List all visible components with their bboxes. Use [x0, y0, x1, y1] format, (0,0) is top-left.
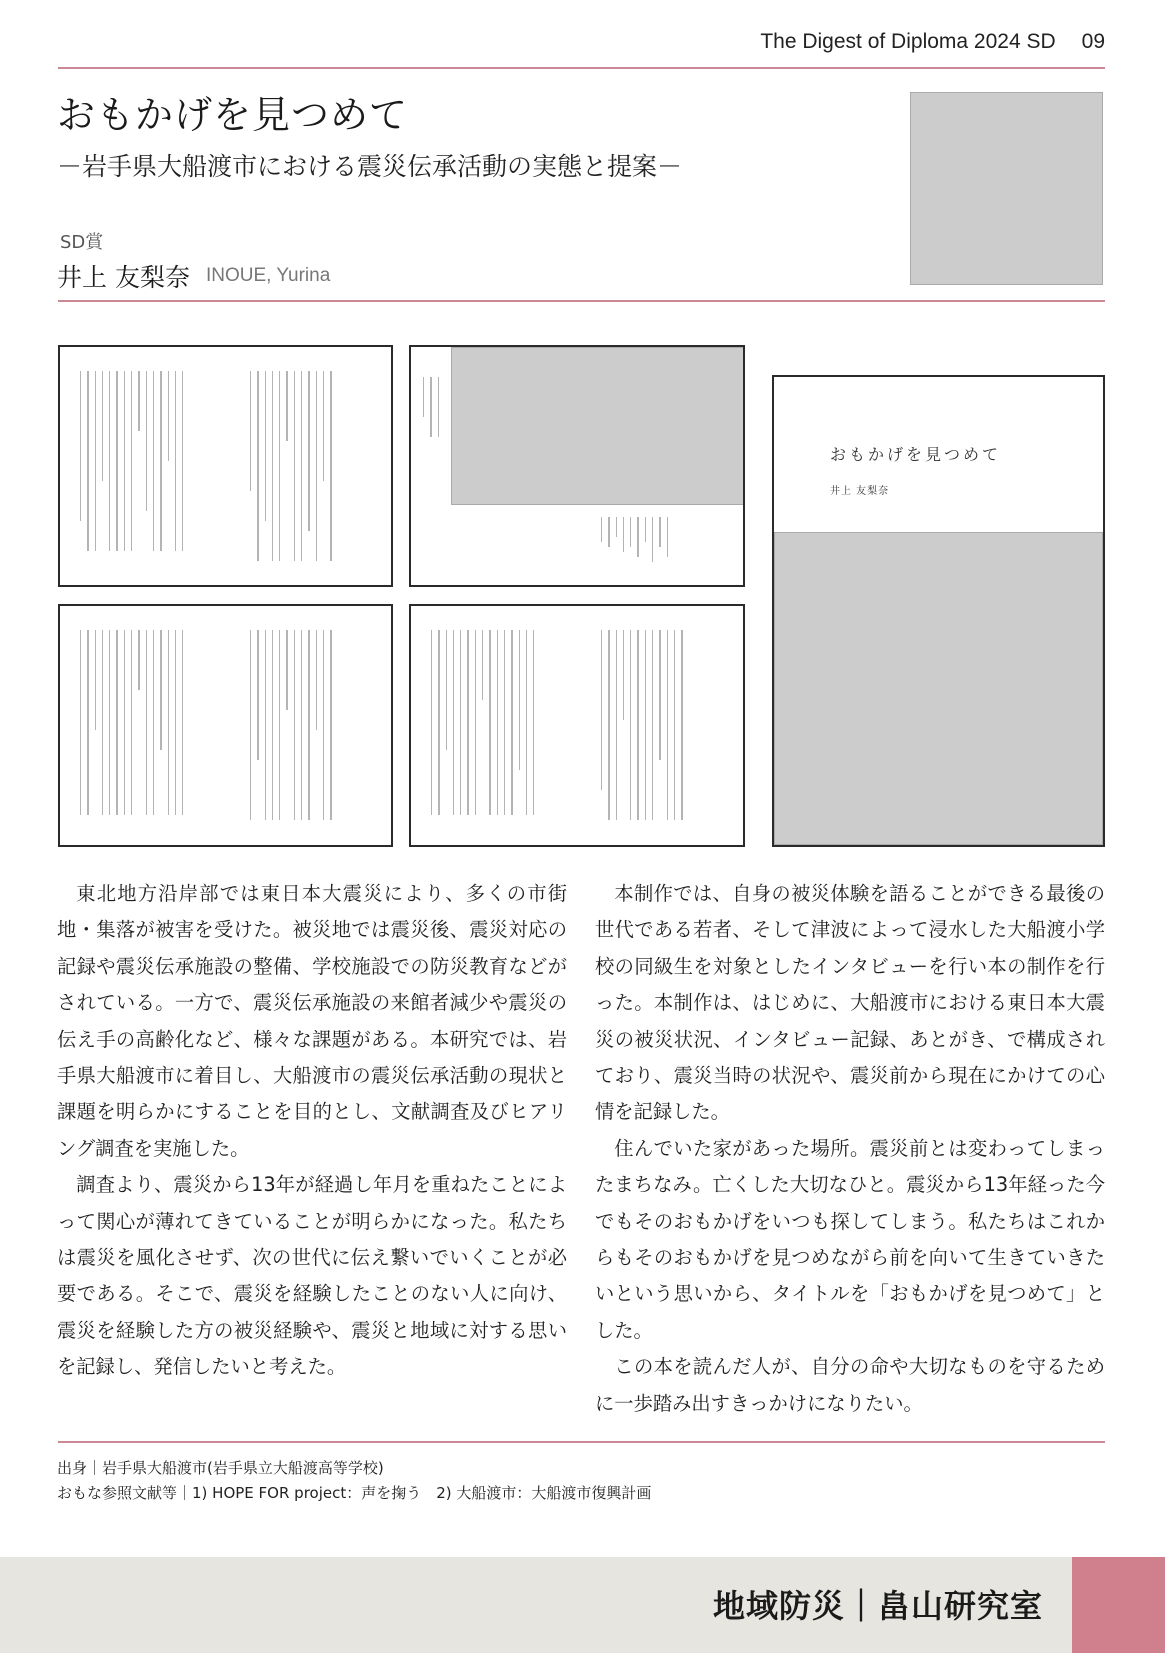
book-spread-2 — [58, 604, 393, 847]
book-spread-1 — [58, 345, 393, 587]
body-paragraph: この本を読んだ人が、自分の命や大切なものを守るために一歩踏み出すきっかけになりたい。 — [595, 1355, 1105, 1415]
references-note: おもな参照文献等｜1) HOPE FOR project：声を掬う 2) 大船渡市：大船渡市復興計画 — [57, 1484, 652, 1502]
publication-title: The Digest of Diploma 2024 SD — [760, 30, 1056, 53]
footer-accent-block — [1072, 1557, 1165, 1653]
notes-rule — [58, 1441, 1105, 1443]
dusk-photo-placeholder — [774, 532, 1103, 845]
vertical-text-lines — [601, 517, 668, 562]
lab-label: 地域防災｜畠山研究室 — [712, 1587, 1043, 1625]
author-portrait — [910, 92, 1103, 285]
body-paragraph: 住んでいた家があった場所。震災前とは変わってしまったまちなみ。亡くした大切なひと。震災から13年経った今でもそのおもかげをいつも探してしまう。私たちはこれからもそのおもかげを見つめながら前を向いて生きていきたいという思いから、タイトルを「おもかげを見つめて」とした。 — [595, 1136, 1105, 1342]
book-cover — [772, 375, 1105, 847]
origin-note: 出身｜岩手県大船渡市(岩手県立大船渡高等学校) — [57, 1459, 384, 1477]
body-paragraph: 東北地方沿岸部では東日本大震災により、多くの市街地・集落が被害を受けた。被災地では震災後、震災対応の記録や震災伝承施設の整備、学校施設での防災教育などがされている。一方で、震災伝承施設の来館者減少や震災の伝え手の高齢化など、様々な課題がある。本研究では、岩手県大船渡市に着目し、大船渡市の震災伝承活動の現状と課題を明らかにすることを目的とし、文献調査及びヒアリング調査を実施した。 — [57, 882, 567, 1160]
author-name: 井上 友梨奈 — [57, 263, 190, 292]
portrait-photo-placeholder — [910, 92, 1103, 285]
cover-author: 井上 友梨奈 — [830, 486, 890, 497]
vertical-text-lines — [250, 630, 332, 820]
author-name-roman: INOUE, Yurina — [206, 265, 331, 286]
body-paragraph: 調査より、震災から13年が経過し年月を重ねたことによって関心が薄れてきていることが明らかになった。私たちは震災を風化させず、次の世代に伝え繋いでいくことが必要である。そこで、震災を経験したことのない人に向け、震災を経験した方の被災経験や、震災と地域に対する思いを記録し、発信したいと考えた。 — [57, 1173, 567, 1379]
dusk-photo — [774, 532, 1103, 845]
footnotes — [57, 1456, 651, 1506]
running-header — [560, 30, 1105, 54]
bay-photo — [451, 347, 745, 505]
article-title: おもかげを見つめて — [57, 93, 409, 137]
vertical-text-lines — [431, 630, 534, 815]
vertical-text-lines — [80, 371, 183, 551]
top-rule — [58, 67, 1105, 69]
header-bottom-rule — [58, 300, 1105, 302]
article-subtitle: －岩手県大船渡市における震災伝承活動の実態と提案－ — [57, 152, 683, 181]
page-number: 09 — [1081, 30, 1105, 53]
book-spread-photo — [409, 345, 745, 587]
cover-title: おもかげを見つめて — [830, 445, 1002, 464]
award-label: SD賞 — [60, 232, 104, 253]
bay-photo-placeholder — [451, 347, 745, 505]
book-spread-3 — [409, 604, 745, 847]
body-paragraph: 本制作では、自身の被災体験を語ることができる最後の世代である若者、そして津波によって浸水した大船渡小学校の同級生を対象としたインタビューを行い本の制作を行った。本制作は、はじめに、大船渡市における東日本大震災の被災状況、インタビュー記録、あとがき、で構成されており、震災当時の状況や、震災前から現在にかけての心情を記録した。 — [595, 882, 1105, 1124]
vertical-text-lines — [250, 371, 332, 561]
vertical-text-lines — [423, 377, 439, 437]
body-column-left — [57, 876, 567, 1386]
body-column-right — [595, 876, 1105, 1422]
vertical-text-lines — [601, 630, 683, 820]
vertical-text-lines — [80, 630, 183, 815]
